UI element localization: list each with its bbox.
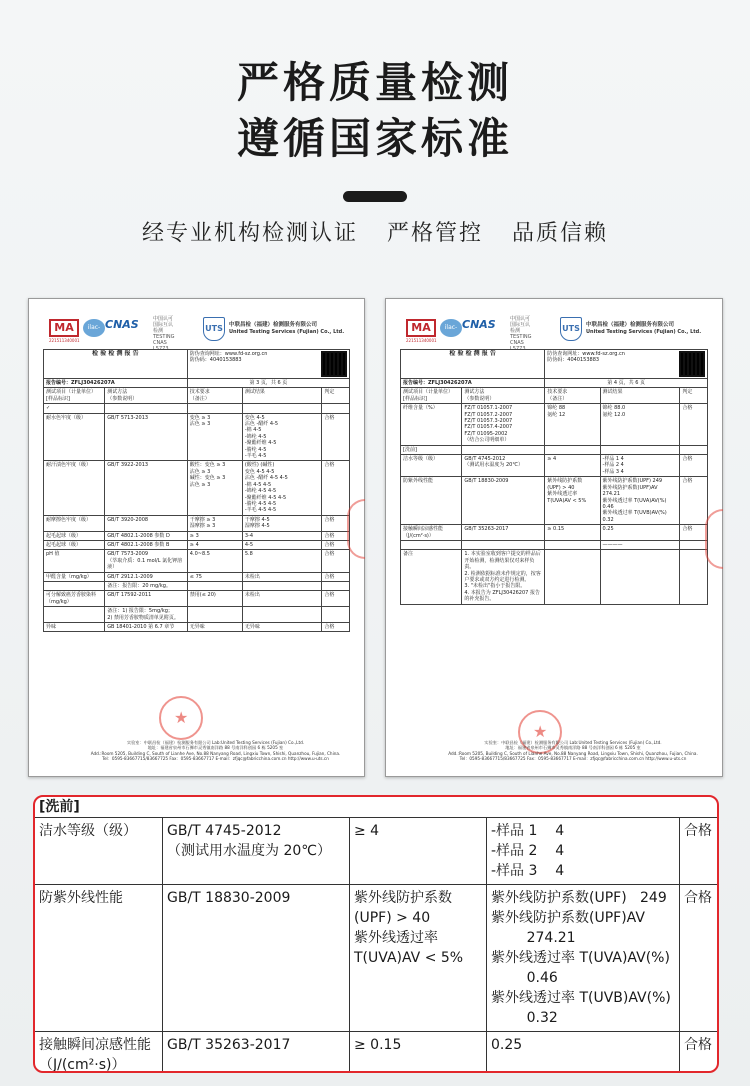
cnas-caption: 中国认可 国际互认 检测 TESTING CNAS L5773 (153, 316, 175, 352)
section-row (35, 797, 720, 818)
table-cell: 变色 4-5 沾色 -醋纤 4-5 -棉 4-5 -锦纶 4-5 -聚酯纤维 4-5 -腈纶 4-5 -羊毛 4-5 (242, 413, 322, 461)
table-header-row: 测试项目（计量单位） [样品标识] 测试方法 （参数说明） 技术要求 （备注） 测试结果 判定 (401, 388, 708, 404)
cell-results (487, 1032, 680, 1074)
right-table-body (401, 404, 708, 604)
table-cell: 合格 (322, 591, 350, 607)
table-cell (462, 540, 545, 549)
anti-fake-info: 防伪查询网址：www.fd-sz.org.cn 防伪码：4040153883 (187, 350, 349, 379)
table-cell: 1. 本实验室收到客户提交的样品后开始检测，检测结果仅对来样负责。 2. 检测依据标准未作规定的，按客户要求或双方约定进行检测。 3. "未检出"指小于报告限。 4. 本报告为 ZFLJ30426207 报告的补充报告。 (462, 550, 545, 604)
table-cell: -样品 1 4 -样品 2 4 -样品 3 4 (600, 455, 680, 477)
table-cell (600, 445, 680, 454)
table-cell: 锦纶 88.0 氨纶 12.0 (600, 404, 680, 445)
hero-title-line2: 遵循国家标准 (236, 114, 513, 163)
table-cell: ≥ 4 (187, 540, 242, 549)
cell-verdict: 合格 (680, 818, 720, 885)
table-cell: 无异味 (187, 623, 242, 632)
table-cell (680, 540, 708, 549)
report-table (400, 349, 708, 605)
report-footer: 实验室：中联昌检（福建）检测服务有限公司 Lab:United Testing Services (Fujian) Co.,Ltd. 地址：福建省泉州市石狮市灵秀镇南洋路 88 号南洋科创园 6 栋 5205 室 Add.:Room 5205, Building C, South of Lianhe Ave, No.88 Nanyang Road, Lingxiu Town, Shishi, Quanzhou, Fujian, China. Tel：0595-83667715/83667725 Fax：0595-83667717 E-mail：zfjqc@fabricchina.com.cn http://www.u-uts.cn (90, 739, 341, 762)
table-cell: GB/T 5713-2013 (105, 413, 188, 461)
table-row (401, 404, 708, 445)
table-cell (322, 607, 350, 623)
report-number: 报告编号：ZFLJ30426207A (44, 379, 188, 388)
table-cell: 耐汗渍色牢度（级） (44, 461, 105, 515)
cell-verdict: 合格 (680, 1032, 720, 1074)
result-line: 0.32 (491, 1010, 558, 1026)
table-cell (322, 581, 350, 590)
table-cell: 禁用(≤ 20) (187, 591, 242, 607)
table-cell: GB/T 4802.1-2008 参数 D (105, 531, 188, 540)
red-seal (159, 696, 203, 740)
table-row (44, 607, 350, 623)
table-cell (401, 540, 462, 549)
cell-results (487, 818, 680, 885)
ma-logo: MA (406, 319, 436, 337)
table-cell: 干摩擦 ≥ 3 湿摩擦 ≥ 3 (187, 515, 242, 531)
table-row (44, 461, 350, 515)
report-header (400, 313, 708, 352)
table-row (44, 623, 350, 632)
page-number: 第 3 页，共 6 页 (187, 379, 349, 388)
table-row (44, 413, 350, 461)
table-cell: 未检出 (242, 572, 322, 581)
table-cell: GB/T 2912.1-2009 (105, 572, 188, 581)
table-cell: 变色 ≥ 3 沾色 ≥ 3 (187, 413, 242, 461)
table-cell: GB/T 18830-2009 (462, 477, 545, 525)
cell-requirement: 紫外线防护系数 (UPF) > 40 紫外线透过率 T(UVA)AV < 5% (350, 885, 487, 1032)
table-cell: ≥ 0.15 (545, 525, 600, 541)
side-seal (347, 499, 365, 559)
table-cell: GB/T 3920-2008 (105, 515, 188, 531)
qr-code (679, 351, 705, 377)
table-cell: 合格 (322, 515, 350, 531)
table-cell: 4-5 (242, 540, 322, 549)
qr-code (321, 351, 347, 377)
ilac-logo: ilac-MRA (83, 319, 105, 337)
result-line: 紫外线防护系数(UPF)AV (491, 910, 645, 926)
table-row (401, 525, 708, 541)
table-cell: 合格 (680, 477, 708, 525)
table-cell: 3-4 (242, 531, 322, 540)
org-name-en: United Testing Services (Fujian) Co., Ltd. (586, 329, 702, 335)
org-name-cn: 中联昌检（福建）检测服务有限公司 (586, 322, 675, 328)
table-cell: 合格 (680, 525, 708, 541)
table-cell (242, 607, 322, 623)
table-cell (187, 404, 242, 413)
table-cell: 耐摩擦色牢度（级） (44, 515, 105, 531)
table-cell: 可分解致癌芳香胺染料（mg/kg） (44, 591, 105, 607)
page-number: 第 4 页，共 6 页 (545, 379, 708, 388)
title-divider (343, 191, 407, 202)
table-row (44, 550, 350, 572)
report-page-right (385, 298, 723, 777)
cell-item: 洁水等级（级） (35, 818, 163, 885)
table-cell: (酸性) (碱性) 变色 4-5 4-5 沾色 -醋纤 4-5 4-5 -棉 4-5 4-5 -锦纶 4-5 4-5 -聚酯纤维 4-5 4-5 -腈纶 4-5 4-5 -羊毛 4-5 4-5 (242, 461, 322, 515)
table-cell: 无异味 (242, 623, 322, 632)
table-cell (242, 581, 322, 590)
report-header (43, 313, 350, 352)
table-cell: pH 值 (44, 550, 105, 572)
table-cell: 合格 (322, 413, 350, 461)
table-row (401, 540, 708, 549)
table-cell: FZ/T 01057.1-2007 FZ/T 01057.2-2007 FZ/T 01057.3-2007 FZ/T 01057.4-2007 FZ/T 01095-2002 （结合公司明细单） (462, 404, 545, 445)
table-row (401, 550, 708, 604)
table-cell: 备注：1) 报告限：5mg/kg； 2) 禁用芳香胺物质清单见附页。 (105, 607, 188, 623)
license-number: 221511340001 (49, 338, 80, 343)
table-cell: 异味 (44, 623, 105, 632)
cell-item: 防紫外线性能 (35, 885, 163, 1032)
cell-method: GB/T 35263-2017 (163, 1032, 350, 1074)
table-cell: 合格 (680, 404, 708, 445)
result-line: 紫外线防护系数(UPF) 249 (491, 890, 667, 906)
report-title: 检 验 检 测 报 告 (44, 350, 188, 379)
section-label: [洗前] (35, 797, 720, 818)
table-cell (545, 540, 600, 549)
anti-fake-info: 防伪查询网址：www.fd-sz.org.cn 防伪码：4040153883 (545, 350, 708, 379)
table-cell: GB/T 7573-2009 （萃取介质：0.1 mol/L 氯化钾溶液） (105, 550, 188, 572)
table-cell: 合格 (680, 455, 708, 477)
result-line: 紫外线透过率 T(UVA)AV(%) (491, 950, 670, 966)
zoomed-results-table (33, 795, 719, 1073)
report-page-left (28, 298, 365, 777)
table-cell: 合格 (322, 531, 350, 540)
zoom-table-body (35, 818, 720, 1074)
cell-method: GB/T 18830-2009 (163, 885, 350, 1032)
table-row (44, 515, 350, 531)
zoom-table-row (35, 1032, 720, 1074)
table-cell: 未检出 (242, 591, 322, 607)
report-number: 报告编号：ZFLJ30426207A (401, 379, 545, 388)
table-cell (600, 550, 680, 604)
table-cell: 起毛起球（级） (44, 531, 105, 540)
table-cell (187, 581, 242, 590)
table-cell (462, 445, 545, 454)
table-row (44, 572, 350, 581)
table-cell (680, 550, 708, 604)
uts-logo: UTS (560, 317, 582, 341)
ma-logo: MA (49, 319, 79, 337)
report-title: 检 验 检 测 报 告 (401, 350, 545, 379)
table-cell (105, 404, 188, 413)
subtitle-part-1: 经专业机构检测认证 (141, 221, 358, 246)
table-cell: 纤维含量（%） (401, 404, 462, 445)
table-cell (44, 607, 105, 623)
table-cell: GB/T 4802.1-2008 参数 B (105, 540, 188, 549)
table-row (44, 540, 350, 549)
zoom-table-row (35, 818, 720, 885)
table-cell: 备注：报告限：20 mg/kg。 (105, 581, 188, 590)
subtitle-part-2: 严格管控 (386, 221, 483, 246)
table-cell: 紫外线防护系数 (UPF) > 40 紫外线透过率 T(UVA)AV < 5% (545, 477, 600, 525)
cell-requirement: ≥ 4 (350, 818, 487, 885)
table-cell: ✓ (44, 404, 105, 413)
uts-logo: UTS (203, 317, 225, 341)
cell-method: GB/T 4745-2012 （测试用水温度为 20℃） (163, 818, 350, 885)
table-cell: 耐水色牢度（级） (44, 413, 105, 461)
table-cell: ≥ 3 (187, 531, 242, 540)
table-cell (545, 445, 600, 454)
table-cell: 防紫外线性能 (401, 477, 462, 525)
result-line: 274.21 (491, 930, 576, 946)
table-cell: GB/T 3922-2013 (105, 461, 188, 515)
report-footer: 实验室：中联昌检（福建）检测服务有限公司 Lab:United Testing Services (Fujian) Co.,Ltd. 地址：福建省泉州市石狮市灵秀镇南洋路 88 号南洋科创园 6 栋 5205 室 Add.:Room 5205, Building C, South of Lianhe Ave, No.88 Nanyang Road, Lingxiu Town, Shishi, Quanzhou, Fujian, China. Tel：0595-83667715/83667725 Fax：0595-83667717 E-mail：zfjqc@fabricchina.com.cn http://www.u-uts.cn (448, 739, 698, 762)
table-cell: 接触瞬间凉感性能（J/(cm²·s)） (401, 525, 462, 541)
table-cell: GB/T 4745-2012 （测试用水温度为 20℃） (462, 455, 545, 477)
table-cell: ———— (600, 540, 680, 549)
table-cell: 合格 (322, 550, 350, 572)
table-cell: 合格 (322, 540, 350, 549)
table-cell: 起毛起球（级） (44, 540, 105, 549)
table-row (44, 531, 350, 540)
cell-verdict: 合格 (680, 885, 720, 1032)
table-cell: 紫外线防护系数(UPF) 249 紫外线防护系数(UPF)AV 274.21 紫外线透过率 T(UVA)AV(%) 0.46 紫外线透过率 T(UVB)AV(%) 0.32 (600, 477, 680, 525)
hero-subtitle (0, 216, 750, 247)
cnas-caption: 中国认可 国际互认 检测 TESTING CNAS L5773 (510, 316, 532, 352)
table-cell: ≥ 4 (545, 455, 600, 477)
cell-results (487, 885, 680, 1032)
license-number: 221511340001 (406, 338, 437, 343)
table-cell (322, 404, 350, 413)
result-line: -样品 1 4 (491, 823, 565, 839)
table-cell: GB/T 17592-2011 (105, 591, 188, 607)
ilac-logo: ilac-MRA (440, 319, 462, 337)
table-cell: GB/T 35263-2017 (462, 525, 545, 541)
table-cell: ≤ 75 (187, 572, 242, 581)
table-cell (187, 607, 242, 623)
table-cell: 0.25 (600, 525, 680, 541)
zoom-table-row (35, 885, 720, 1032)
table-cell: [洗前] (401, 445, 462, 454)
table-cell: GB 18401-2010 第 6.7 章节 (105, 623, 188, 632)
table-cell (44, 581, 105, 590)
result-line: 0.25 (491, 1037, 523, 1053)
cnas-logo: CNAS (462, 318, 496, 331)
cell-requirement: ≥ 0.15 (350, 1032, 487, 1074)
table-row (44, 591, 350, 607)
table-cell: 合格 (322, 623, 350, 632)
table-row (401, 445, 708, 454)
hero-title-line1: 严格质量检测 (236, 58, 513, 107)
table-row (44, 404, 350, 413)
result-line: -样品 2 4 (491, 843, 565, 859)
left-table-body (44, 404, 350, 632)
cell-item: 接触瞬间凉感性能 （J/(cm²·s)） (35, 1032, 163, 1074)
table-cell: 酸性：变色 ≥ 3 沾色 ≥ 3 碱性：变色 ≥ 3 沾色 ≥ 3 (187, 461, 242, 515)
table-cell: 合格 (322, 461, 350, 515)
table-row (44, 581, 350, 590)
result-line: 紫外线透过率 T(UVB)AV(%) (491, 990, 671, 1006)
table-row (401, 455, 708, 477)
side-seal (705, 509, 723, 569)
table-cell: 干摩擦 4-5 湿摩擦 4-5 (242, 515, 322, 531)
cnas-logo: CNAS (105, 318, 139, 331)
table-cell: 4.0~8.5 (187, 550, 242, 572)
table-cell: 备注 (401, 550, 462, 604)
table-row (401, 477, 708, 525)
table-cell: 洁水等级（级） (401, 455, 462, 477)
table-cell: 甲醛含量（mg/kg） (44, 572, 105, 581)
table-cell (242, 404, 322, 413)
result-line: 0.46 (491, 970, 558, 986)
table-cell (680, 445, 708, 454)
org-name-en: United Testing Services (Fujian) Co., Ltd. (229, 329, 345, 335)
table-cell (545, 550, 600, 604)
table-header-row: 测试项目（计量单位） [样品标识] 测试方法 （参数说明） 技术要求 （备注） 测试结果 判定 (44, 388, 350, 404)
org-name-cn: 中联昌检（福建）检测服务有限公司 (229, 322, 318, 328)
table-cell: 合格 (322, 572, 350, 581)
subtitle-part-3: 品质信赖 (512, 221, 609, 246)
table-cell: 5.8 (242, 550, 322, 572)
table-cell: 锦纶 88 氨纶 12 (545, 404, 600, 445)
result-line: -样品 3 4 (491, 863, 565, 879)
report-table (43, 349, 350, 632)
